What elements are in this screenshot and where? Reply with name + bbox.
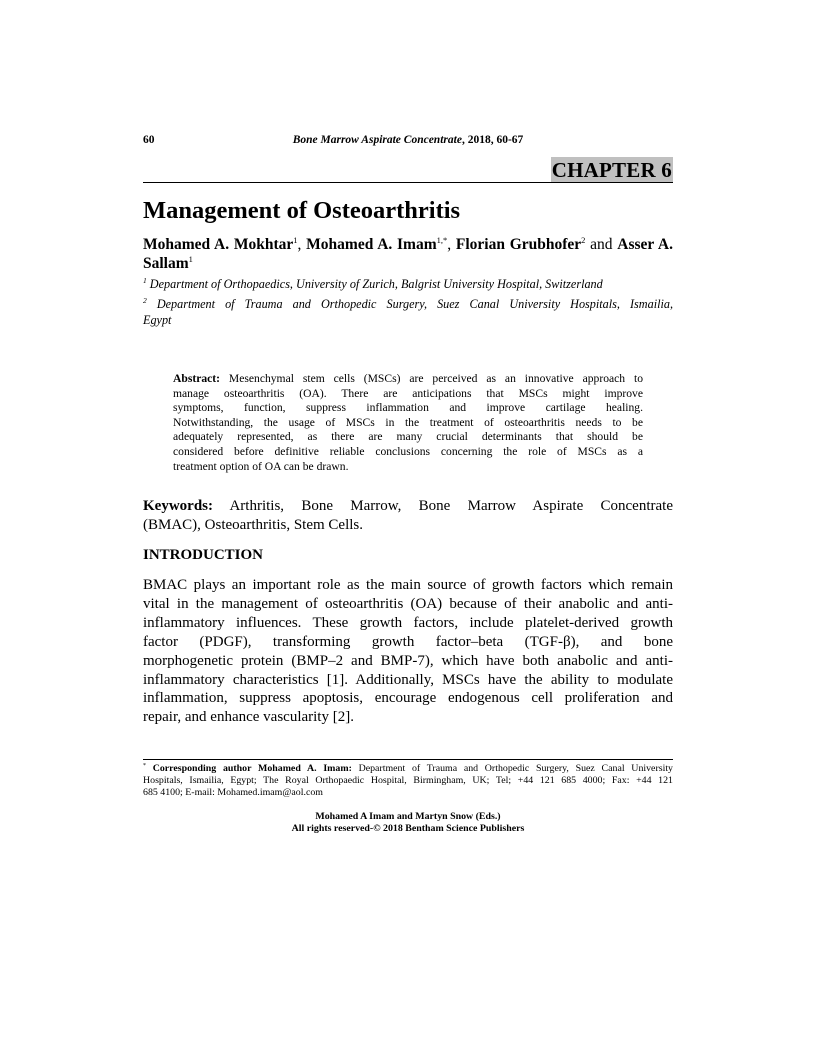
footnote-line: * Corresponding author Mohamed A. Imam: Department of Trauma and Orthopedic Surgery, Suez Canal University [143,763,673,774]
chapter-label: CHAPTER 6 [551,158,672,182]
abstract-label: Abstract: [173,372,221,385]
footnote-label: Corresponding author Mohamed A. Imam: [146,763,352,774]
paragraph-line: inflammatory characteristics [1]. Additionally, MSCs have the ability to modulate [143,671,673,688]
abstract-line: considered before definitive reliable conclusions concerning the role of MSCs as a [173,444,643,458]
section-heading-introduction: INTRODUCTION [143,547,264,563]
author-name: Mohamed A. Mokhtar [143,236,294,253]
publisher-imprint [143,811,673,836]
copyright-line: All rights reserved-© 2018 Bentham Science Publishers [291,823,525,835]
abstract-line: Abstract: Mesenchymal stem cells (MSCs) are perceived as an innovative approach to [173,372,643,385]
editors-line: Mohamed A Imam and Martyn Snow (Eds.) [315,811,501,822]
footnote-line: Hospitals, Ismailia, Egypt; The Royal Orthopaedic Hospital, Birmingham, UK; Tel; +44 121 685 4000; Fax: +44 121 [143,775,673,787]
author-affiliation-marker: 1 [188,254,193,264]
book-citation [143,134,673,146]
book-year-pages: , 2018, 60-67 [461,134,524,146]
affiliation-1 [143,276,673,292]
author-separator: and [585,236,618,253]
author-affiliation-marker: 1 [293,235,298,245]
corresponding-author-footnote [143,763,673,800]
running-head [143,134,673,150]
paragraph-line: factor (PDGF), transforming growth factor–beta (TGF-β), and bone [143,633,673,650]
author-affiliation-marker: 2 [581,235,586,245]
header-rule [143,182,673,183]
footnote-rule [143,759,673,760]
affiliation-marker: 1 [143,276,147,285]
abstract-line: symptoms, function, suppress inflammation and improve cartilage healing. [173,401,643,415]
keywords [143,497,673,535]
affiliation-line: Egypt [143,313,172,327]
paragraph-line: vital in the management of osteoarthritis (OA) because of their anabolic and anti- [143,595,673,612]
author-separator: , [297,236,307,253]
abstract [173,372,643,474]
paragraph-line: inflammation, suppress apoptosis, encourage endogenous cell proliferation and [143,690,673,707]
footnote-marker: * [143,763,146,769]
author-list [143,235,673,273]
affiliation-2 [143,296,673,328]
abstract-line: Notwithstanding, the usage of MSCs in the treatment of osteoarthritis needs to be [173,415,643,429]
chapter-title: Management of Osteoarthritis [143,197,461,224]
book-title: Bone Marrow Aspirate Concentrate [292,134,462,146]
keywords-line: (BMAC), Osteoarthritis, Stem Cells. [143,517,363,533]
affiliation-marker: 2 [143,296,147,305]
keywords-label: Keywords: [143,498,213,514]
abstract-line: treatment option of OA can be drawn. [173,459,349,473]
paragraph-line: inflammatory influences. These growth factors, include platelet-derived growth [143,614,673,631]
keywords-line: Keywords: Arthritis, Bone Marrow, Bone Marrow Aspirate Concentrate [143,498,673,514]
author-separator: , [447,236,456,253]
footnote-line: 685 4100; E-mail: Mohamed.imam@aol.com [143,787,323,799]
abstract-line: manage osteoarthritis (OA). There are anticipations that MSCs might improve [173,386,643,400]
paragraph-line: repair, and enhance vascularity [2]. [143,709,354,726]
author-affiliation-marker: 1,* [436,235,448,245]
author-name: Mohamed A. Imam [306,236,437,253]
author-name: Florian Grubhofer [455,236,582,253]
affiliation-line [143,296,673,312]
paragraph-line: morphogenetic protein (BMP–2 and BMP-7), which have both anabolic and anti- [143,652,673,669]
author-name: Asser A. Sallam [143,236,673,272]
affiliation-text: Department of Trauma and Orthopedic Surgery, Suez Canal University Hospitals, Ismailia, [156,297,673,311]
abstract-line: adequately represented, as there are many crucial determinants that should be [173,430,643,444]
paragraph-line: BMAC plays an important role as the main source of growth factors which remain [143,577,673,593]
affiliation-text: Department of Orthopaedics, University of Zurich, Balgrist University Hospital, Switzerland [149,277,603,291]
page-number: 60 [143,134,155,146]
introduction-paragraph [143,576,673,727]
